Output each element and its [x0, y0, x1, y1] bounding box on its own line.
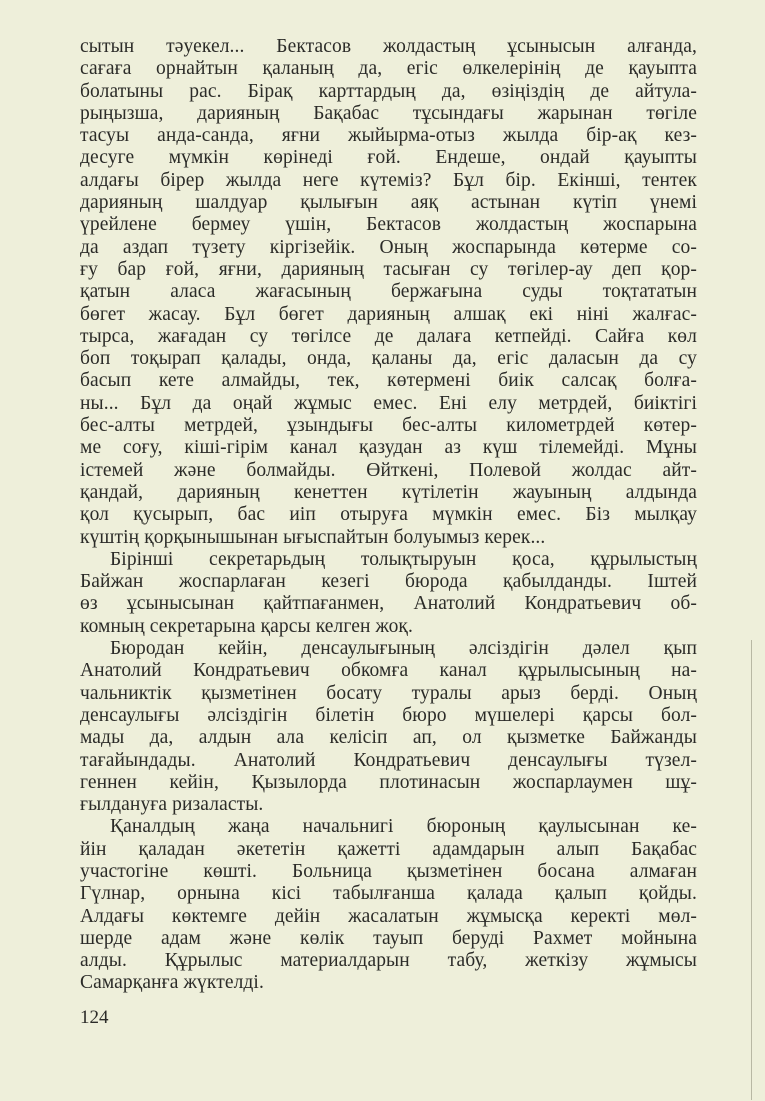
text-line: алды. Құрылыс материалдарын табу, жеткізу жұмысы	[80, 950, 697, 972]
text-line: Қаналдың жаңа начальнигі бюроның қаулысынан ке-	[110, 816, 697, 838]
text-line: ғу бар ғой, яғни, дарияның тасыған су төгілер-ау деп қор-	[80, 258, 697, 280]
text-line: істемей және болмайды. Өйткені, Полевой жолдас айт-	[80, 459, 697, 481]
text-line: қандай, дарияның кенеттен күтілетін жауының алдында	[80, 481, 697, 503]
text-line: қол қусырып, бас иіп отыруға мүмкін емес. Біз мылқау	[80, 504, 697, 526]
page-number: 124	[80, 1007, 109, 1028]
text-line: чальниктік қызметінен босату туралы арыз берді. Оның	[80, 682, 697, 704]
text-line: Самарқанға жүктелді.	[80, 972, 264, 994]
text-line: болатыны рас. Бірақ карттардың да, өзіңіздің де айтула-	[80, 80, 697, 102]
text-line: сытын тәуекел... Бектасов жолдастың ұсынысын алғанда,	[80, 36, 697, 57]
text-line: тағайындады. Анатолий Кондратьевич денсаулығы түзел-	[80, 749, 697, 771]
text-line: тасуы анда-санда, яғни жыйырма-отыз жылда бір-ақ кез-	[80, 125, 697, 147]
text-line: Бюродан кейін, денсаулығының әлсіздігін дәлел қып	[110, 638, 697, 660]
text-line: ны... Бұл да оңай жұмыс емес. Ені елу метрдей, биіктігі	[80, 392, 697, 414]
text-line: Алдағы көктемге дейін жасалатын жұмысқа керекті мөл-	[80, 905, 697, 927]
text-line: тырса, жағадан су төгілсе де далаға кетпейді. Сайға көл	[80, 325, 697, 347]
text-line: бөгет жасау. Бұл бөгет дарияның алшақ екі ніні жалғас-	[80, 303, 697, 325]
text-line: геннен кейін, Қызылорда плотинасын жоспарлаумен шұ-	[80, 771, 697, 793]
text-line: Гүлнар, орнына кісі табылғанша қалада қалып қойды.	[80, 883, 697, 905]
text-line: йін қаладан әкететін қажетті адамдарын алып Бақабас	[80, 838, 697, 860]
text-line: да аздап түзету кіргізейік. Оның жоспарында көтерме со-	[80, 236, 697, 258]
text-line: қатын аласа жағасының бержағына суды тоқтататын	[80, 281, 697, 303]
text-line: шерде адам және көлік тауып беруді Рахмет мойнына	[80, 927, 697, 949]
text-line: Байжан жоспарлаған кезегі бюрода қабылданды. Іштей	[80, 571, 697, 593]
text-line: бес-алты метрдей, ұзындығы бес-алты километрдей көтер-	[80, 415, 697, 437]
text-line: денсаулығы әлсіздігін білетін бюро мүшелері қарсы бол-	[80, 704, 697, 726]
text-line: дарияның шалдуар қылығын аяқ астынан күтіп үнемі	[80, 192, 697, 214]
text-line: боп тоқырап қалады, онда, қаланы да, егіс даласын да су	[80, 348, 697, 370]
text-line: десуге мүмкін көрінеді ғой. Ендеше, ондай қауыпты	[80, 147, 697, 169]
text-line: ме соғу, кіші-гірім канал қазудан аз күш тілемейді. Мұны	[80, 437, 697, 459]
text-line: алдағы бірер жылда неге күтеміз? Бұл бір. Екінші, тентек	[80, 169, 697, 191]
text-line: участогіне көшті. Больница қызметінен босана алмаған	[80, 860, 697, 882]
text-line: комның секретарына қарсы келген жоқ.	[80, 615, 413, 637]
text-line: үрейлене бермеу үшін, Бектасов жолдастың жоспарына	[80, 214, 697, 236]
text-line: рыңызша, дарияның Бақабас тұсындағы жарынан төгіле	[80, 102, 697, 124]
text-line: өз ұсынысынан қайтпағанмен, Анатолий Кондратьевич об-	[80, 593, 697, 615]
page-edge-line	[751, 640, 752, 1100]
text-line: сағаға орнайтын қаланың да, егіс өлкелерінің де қауыпта	[80, 58, 697, 80]
text-line: Бірінші секретарьдың толықтыруын қоса, құрылыстың	[110, 548, 697, 570]
text-line: Анатолий Кондратьевич обкомға канал құрылысының на-	[80, 660, 697, 682]
text-line: басып кете алмайды, тек, көтермені биік салсақ болға-	[80, 370, 697, 392]
text-line: күштің қорқынышынан ығыспайтын болуымыз керек...	[80, 526, 546, 548]
page-body-text	[80, 36, 697, 995]
text-line: ғылдануға ризаласты.	[80, 794, 264, 816]
text-line: мады да, алдын ала келісіп ап, ол қызметке Байжанды	[80, 727, 697, 749]
